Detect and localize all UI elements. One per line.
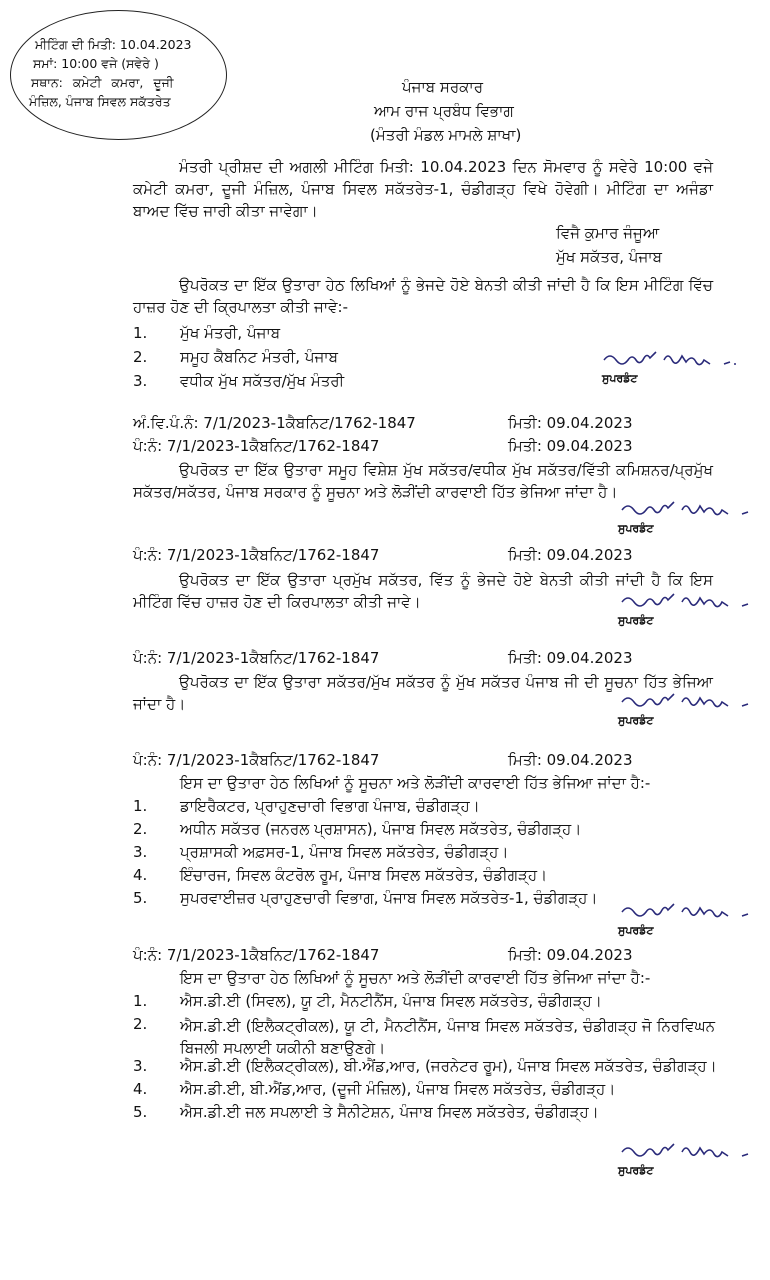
ref-date: ਮਿਤੀ: 09.04.2023 [508,437,633,455]
stamp-time: ਸਮਾਂ: 10:00 ਵਜੇ (ਸਵੇਰੇ ) [33,56,159,71]
ref-number: ਅੰ.ਵਿ.ਪੰ.ਨੰ: 7/1/2023-1ਕੈਬਨਿਟ/1762-1847 [133,414,416,432]
superintendent-signature [618,688,768,736]
signature-label: ਸੁਪਰਡੰਟ [618,714,654,727]
signatory-title: ਮੁੱਖ ਸਕੱਤਰ, ਪੰਜਾਬ [556,248,662,266]
block4-paragraph: ਉਪਰੋਕਤ ਦਾ ਇੱਕ ਉਤਾਰਾ ਸਕੱਤਰ/ਮੁੱਖ ਸਕੱਤਰ ਨੂੰ ਮੁੱਖ ਸਕੱਤਰ ਪੰਜਾਬ ਜੀ ਦੀ ਸੂਚਨਾ ਹਿੱਤ ਭੇਜਿਆ ਜਾਂਦਾ ਹੈ। [133,673,713,713]
list-item: ਵਧੀਕ ਮੁੱਖ ਸਕੱਤਰ/ਮੁੱਖ ਮੰਤਰੀ [180,372,345,390]
list-number: 4. [133,1080,148,1098]
list-number: 5. [133,1103,148,1121]
block3-paragraph: ਉਪਰੋਕਤ ਦਾ ਇੱਕ ਉਤਾਰਾ ਪ੍ਰਮੁੱਖ ਸਕੱਤਰ, ਵਿੱਤ ਨੂੰ ਭੇਜਦੇ ਹੋਏ ਬੇਨਤੀ ਕੀਤੀ ਜਾਂਦੀ ਹੈ ਕਿ ਇਸ ਮੀਟਿੰਗ ਵਿੱਚ ਹਾਜ਼ਰ ਹੋਣ ਦੀ ਕਿਰਪਾਲਤਾ ਕੀਤੀ ਜਾਵੇ। [133,571,713,611]
ref-date: ਮਿਤੀ: 09.04.2023 [508,649,633,667]
intro-paragraph: ਮੰਤਰੀ ਪ੍ਰੀਸ਼ਦ ਦੀ ਅਗਲੀ ਮੀਟਿੰਗ ਮਿਤੀ: 10.04.2023 ਦਿਨ ਸੋਮਵਾਰ ਨੂੰ ਸਵੇਰੇ 10:00 ਵਜੇ ਕਮੇਟੀ ਕਮਰਾ, ਦੂਜੀ ਮੰਜ਼ਿਲ, ਪੰਜਾਬ ਸਿਵਲ ਸਕੱਤਰੇਤ-1, ਚੰਡੀਗੜ੍ਹ ਵਿਖੇ ਹੋਵੇਗੀ। ਮੀਟਿੰਗ ਦਾ ਅਜੰਡਾ ਬਾਅਦ ਵਿੱਚ ਜਾਰੀ ਕੀਤਾ ਜਾਵੇਗਾ। [133,158,713,220]
list-number: 1. [133,992,148,1010]
list-number: 5. [133,889,148,907]
superintendent-signature [618,1138,768,1186]
list-item: ਅਧੀਨ ਸਕੱਤਰ (ਜਨਰਲ ਪ੍ਰਸ਼ਾਸਨ), ਪੰਜਾਬ ਸਿਵਲ ਸਕੱਤਰੇਤ, ਚੰਡੀਗੜ੍ਹ। [180,820,582,838]
list-item: ਡਾਇਰੈਕਟਰ, ਪ੍ਰਾਹੁਣਚਾਰੀ ਵਿਭਾਗ ਪੰਜਾਬ, ਚੰਡੀਗੜ੍ਹ। [180,797,480,815]
signature-label: ਸੁਪਰਡੰਟ [618,522,654,535]
list-item: ਐਸ.ਡੀ.ਈ (ਇਲੈਕਟ੍ਰੀਕਲ), ਯੂ ਟੀ, ਮੈਨਟੀਨੈਂਸ, ਪੰਜਾਬ ਸਿਵਲ ਸਕੱਤਰੇਤ, ਚੰਡੀਗੜ੍ਹ ਜੋ ਨਿਰਵਿਘਨ ਬਿਜਲੀ ਸਪਲਾਈ ਯਕੀਨੀ ਬਣਾਉਣਗੇ। [180,1017,715,1057]
signature-label: ਸੁਪਰਡੰਟ [618,614,654,627]
list-number: 4. [133,866,148,884]
list-number: 3. [133,372,148,390]
stamp-venue-2: ਮੰਜ਼ਿਲ, ਪੰਜਾਬ ਸਿਵਲ ਸਕੱਤਰੇਤ [29,94,171,109]
block6-intro: ਇਸ ਦਾ ਉਤਾਰਾ ਹੇਠ ਲਿਖਿਆਂ ਨੂੰ ਸੂਚਨਾ ਅਤੇ ਲੋੜੀਂਦੀ ਕਾਰਵਾਈ ਹਿੱਤ ਭੇਜਿਆ ਜਾਂਦਾ ਹੈ:- [180,969,651,987]
list-number: 1. [133,324,148,342]
ref-number: ਪੰ:ਨੰ: 7/1/2023-1ਕੈਬਨਿਟ/1762-1847 [133,546,380,564]
block2-paragraph: ਉਪਰੋਕਤ ਦਾ ਇੱਕ ਉਤਾਰਾ ਸਮੂਹ ਵਿਸ਼ੇਸ਼ ਮੁੱਖ ਸਕੱਤਰ/ਵਧੀਕ ਮੁੱਖ ਸਕੱਤਰ/ਵਿੱਤੀ ਕਮਿਸ਼ਨਰ/ਪ੍ਰਮੁੱਖ ਸਕੱਤਰ/ਸਕੱਤਰ, ਪੰਜਾਬ ਸਰਕਾਰ ਨੂੰ ਸੂਚਨਾ ਅਤੇ ਲੋੜੀਂਦੀ ਕਾਰਵਾਈ ਹਿੱਤ ਭੇਜਿਆ ਜਾਂਦਾ ਹੈ। [133,461,713,501]
superintendent-signature [600,346,750,394]
list-number: 1. [133,797,148,815]
header-govt: ਪੰਜਾਬ ਸਰਕਾਰ [402,78,483,96]
ref-number: ਪੰ:ਨੰ: 7/1/2023-1ਕੈਬਨਿਟ/1762-1847 [133,649,380,667]
block5-intro: ਇਸ ਦਾ ਉਤਾਰਾ ਹੇਠ ਲਿਖਿਆਂ ਨੂੰ ਸੂਚਨਾ ਅਤੇ ਲੋੜੀਂਦੀ ਕਾਰਵਾਈ ਹਿੱਤ ਭੇਜਿਆ ਜਾਂਦਾ ਹੈ:- [180,774,651,792]
ref-date: ਮਿਤੀ: 09.04.2023 [508,751,633,769]
list-number: 3. [133,843,148,861]
signature-label: ਸੁਪਰਡੰਟ [618,1164,654,1177]
list-item: ਐਸ.ਡੀ.ਈ, ਬੀ.ਐਂਡ,ਆਰ, (ਦੂਜੀ ਮੰਜ਼ਿਲ), ਪੰਜਾਬ ਸਿਵਲ ਸਕੱਤਰੇਤ, ਚੰਡੀਗੜ੍ਹ। [180,1080,616,1098]
list-item: ਮੁੱਖ ਮੰਤਰੀ, ਪੰਜਾਬ [180,324,281,342]
header-department: ਆਮ ਰਾਜ ਪ੍ਰਬੰਧ ਵਿਭਾਗ [374,102,514,120]
superintendent-signature [618,898,768,946]
ref-date: ਮਿਤੀ: 09.04.2023 [508,946,633,964]
signature-label: ਸੁਪਰਡੰਟ [602,372,638,385]
meeting-stamp [10,10,227,140]
superintendent-signature [618,496,768,544]
ref-number: ਪੰ:ਨੰ: 7/1/2023-1ਕੈਬਨਿਟ/1762-1847 [133,437,380,455]
list-item: ਐਸ.ਡੀ.ਈ ਜਲ ਸਪਲਾਈ ਤੇ ਸੈਨੀਟੇਸ਼ਨ, ਪੰਜਾਬ ਸਿਵਲ ਸਕੱਤਰੇਤ, ਚੰਡੀਗੜ੍ਹ। [180,1103,599,1121]
ref-date: ਮਿਤੀ: 09.04.2023 [508,546,633,564]
signatory-name: ਵਿਜੈ ਕੁਮਾਰ ਜੰਜੂਆ [556,224,660,242]
signature-label: ਸੁਪਰਡੰਟ [618,924,654,937]
list-number: 2. [133,348,148,366]
stamp-date: ਮੀਟਿੰਗ ਦੀ ਮਿਤੀ: 10.04.2023 [35,37,192,52]
list-number: 2. [133,820,148,838]
list-item: ਸੁਪਰਵਾਈਜ਼ਰ ਪ੍ਰਾਹੁਣਚਾਰੀ ਵਿਭਾਗ, ਪੰਜਾਬ ਸਿਵਲ ਸਕੱਤਰੇਤ-1, ਚੰਡੀਗੜ੍ਹ। [180,889,598,907]
list-item: ਪ੍ਰਸ਼ਾਸਕੀ ਅਫ਼ਸਰ-1, ਪੰਜਾਬ ਸਿਵਲ ਸਕੱਤਰੇਤ, ਚੰਡੀਗੜ੍ਹ। [180,843,509,861]
list-item: ਐਸ.ਡੀ.ਈ (ਸਿਵਲ), ਯੂ ਟੀ, ਮੈਨਟੀਨੈਂਸ, ਪੰਜਾਬ ਸਿਵਲ ਸਕੱਤਰੇਤ, ਚੰਡੀਗੜ੍ਹ। [180,992,602,1010]
superintendent-signature [618,588,768,636]
copy-request-paragraph: ਉਪਰੋਕਤ ਦਾ ਇੱਕ ਉਤਾਰਾ ਹੇਠ ਲਿਖਿਆਂ ਨੂੰ ਭੇਜਦੇ ਹੋਏ ਬੇਨਤੀ ਕੀਤੀ ਜਾਂਦੀ ਹੈ ਕਿ ਇਸ ਮੀਟਿੰਗ ਵਿੱਚ ਹਾਜ਼ਰ ਹੋਣ ਦੀ ਕ੍ਰਿਪਾਲਤਾ ਕੀਤੀ ਜਾਵੇ:- [133,276,713,316]
list-item: ਸਮੂਹ ਕੈਬਨਿਟ ਮੰਤਰੀ, ਪੰਜਾਬ [180,348,338,366]
stamp-venue-1: ਸਥਾਨ: ਕਮੇਟੀ ਕਮਰਾ, ਦੂਜੀ [31,75,174,90]
ref-number: ਪੰ:ਨੰ: 7/1/2023-1ਕੈਬਨਿਟ/1762-1847 [133,946,380,964]
ref-date: ਮਿਤੀ: 09.04.2023 [508,414,633,432]
header-branch: (ਮੰਤਰੀ ਮੰਡਲ ਮਾਮਲੇ ਸ਼ਾਖਾ) [370,126,522,144]
list-number: 2. [133,1015,148,1033]
ref-number: ਪੰ:ਨੰ: 7/1/2023-1ਕੈਬਨਿਟ/1762-1847 [133,751,380,769]
list-number: 3. [133,1057,148,1075]
list-item: ਐਸ.ਡੀ.ਈ (ਇਲੈਕਟ੍ਰੀਕਲ), ਬੀ.ਐਂਡ,ਆਰ, (ਜਰਨੇਟਰ ਰੂਮ), ਪੰਜਾਬ ਸਿਵਲ ਸਕੱਤਰੇਤ, ਚੰਡੀਗੜ੍ਹ। [180,1057,717,1075]
list-item: ਇੰਚਾਰਜ, ਸਿਵਲ ਕੰਟਰੋਲ ਰੂਮ, ਪੰਜਾਬ ਸਿਵਲ ਸਕੱਤਰੇਤ, ਚੰਡੀਗੜ੍ਹ। [180,866,548,884]
